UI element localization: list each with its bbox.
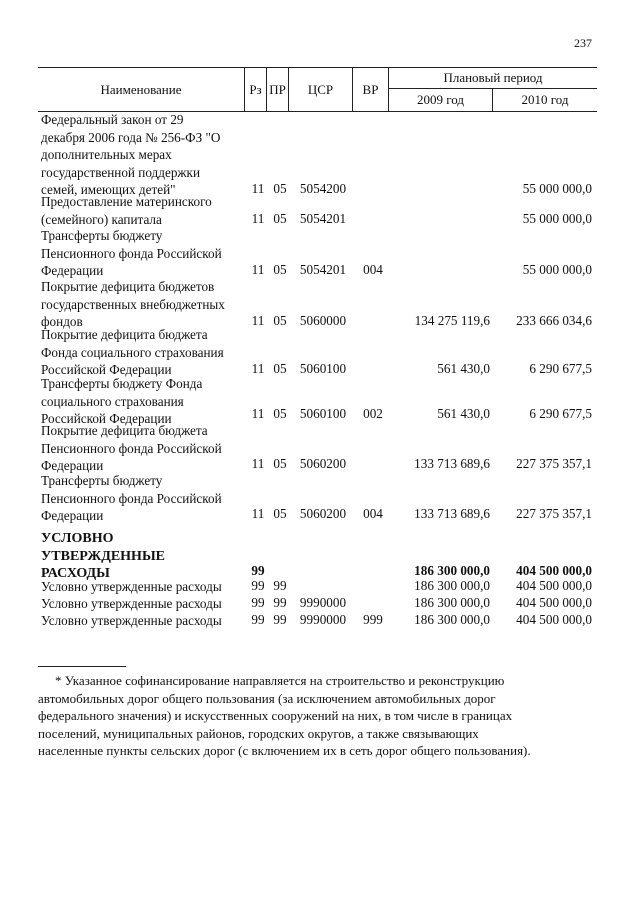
row-name <box>41 595 246 613</box>
row-pr: 99 <box>273 612 287 627</box>
row-pr: 05 <box>273 211 287 226</box>
row-pr: 05 <box>273 506 287 521</box>
footnote <box>38 672 598 760</box>
row-name-line: Российской Федерации <box>41 362 172 377</box>
header-csr: ЦСР <box>307 82 334 97</box>
header-period: Плановый период <box>443 70 543 85</box>
table-row <box>0 422 640 476</box>
row-rz: 99 <box>251 578 265 593</box>
row-2010: 55 000 000,0 <box>522 262 592 277</box>
row-csr: 5060200 <box>299 506 347 521</box>
row-name-line: Пенсионного фонда Российской <box>41 245 222 261</box>
row-2009: 133 713 689,6 <box>414 456 490 471</box>
page-number: 237 <box>574 36 592 50</box>
table-row <box>0 278 640 332</box>
header-year-2010: 2010 год <box>521 92 569 107</box>
row-name <box>41 278 246 331</box>
row-rz: 11 <box>251 313 265 328</box>
table-row <box>0 578 640 596</box>
table-row <box>0 193 640 229</box>
row-rz: 11 <box>251 361 265 376</box>
row-name-line: социального страхования <box>41 393 184 409</box>
row-csr: 9990000 <box>299 595 347 610</box>
row-vr: 999 <box>363 612 383 627</box>
row-name-line: УТВЕРЖДЕННЫЕ <box>41 548 166 564</box>
row-name-line: УСЛОВНО <box>41 531 114 546</box>
row-name <box>41 111 246 199</box>
row-csr: 5054201 <box>299 262 347 277</box>
row-rz: 99 <box>251 595 265 610</box>
row-2010: 55 000 000,0 <box>522 211 592 226</box>
table-row <box>0 595 640 613</box>
row-name <box>41 227 246 280</box>
row-2010: 404 500 000,0 <box>516 563 592 578</box>
row-2010: 227 375 357,1 <box>516 456 592 471</box>
row-name-line: Покрытие дефицита бюджета <box>41 327 208 342</box>
row-pr: 99 <box>273 595 287 610</box>
table-row <box>0 111 640 199</box>
table-row <box>0 472 640 526</box>
row-name <box>41 422 246 475</box>
footnote-line: федерального значения) и искусственных сооружений на них, в том числе в границах <box>38 708 513 723</box>
row-vr: 002 <box>363 406 383 421</box>
row-2009: 186 300 000,0 <box>414 563 490 578</box>
row-name-line: Фонда социального страхования <box>41 344 224 360</box>
row-name-line: Покрытие дефицита бюджета <box>41 423 208 438</box>
row-vr: 004 <box>363 506 383 521</box>
row-name <box>41 530 246 583</box>
table-row <box>0 326 640 380</box>
row-name <box>41 375 246 428</box>
row-rz: 11 <box>251 506 265 521</box>
row-name <box>41 472 246 525</box>
table-header <box>38 67 597 112</box>
row-rz: 11 <box>251 181 265 196</box>
row-2010: 6 290 677,5 <box>529 406 592 421</box>
row-name-line: дополнительных мерах <box>41 147 172 162</box>
row-name-line: Трансферты бюджету Фонда <box>41 376 203 391</box>
row-name-line: Предоставление материнского <box>41 194 212 209</box>
row-name-line: РАСХОДЫ <box>41 566 110 581</box>
row-2009: 133 713 689,6 <box>414 506 490 521</box>
table-row-section <box>0 530 640 584</box>
row-name <box>41 578 246 596</box>
row-csr: 5060200 <box>299 456 347 471</box>
row-2009: 186 300 000,0 <box>414 595 490 610</box>
table-row <box>0 375 640 429</box>
row-name-line: Пенсионного фонда Российской <box>41 440 222 456</box>
footnote-line: * Указанное софинансирование направляется на строительство и реконструкцию <box>55 673 505 688</box>
row-csr: 5060100 <box>299 406 347 421</box>
row-2010: 404 500 000,0 <box>516 595 592 610</box>
row-rz: 99 <box>251 612 265 627</box>
row-rz: 11 <box>251 262 265 277</box>
header-name: Наименование <box>100 82 182 97</box>
row-pr: 05 <box>273 313 287 328</box>
row-csr: 5054201 <box>299 211 347 226</box>
row-name-line: государственных внебюджетных <box>41 296 225 312</box>
footnote-line: поселений, муниципальных районов, городских округов, а также связывающих <box>38 725 479 741</box>
row-pr: 05 <box>273 456 287 471</box>
row-2009: 561 430,0 <box>437 406 490 421</box>
row-csr: 5060100 <box>299 361 347 376</box>
row-name-line: Федерации <box>41 458 104 473</box>
header-year-2009: 2009 год <box>417 92 464 107</box>
row-2009: 186 300 000,0 <box>414 612 490 627</box>
row-2010: 227 375 357,1 <box>516 506 592 521</box>
header-divider <box>388 88 597 89</box>
row-name <box>41 612 246 630</box>
row-pr: 05 <box>273 406 287 421</box>
row-2009: 186 300 000,0 <box>414 578 490 593</box>
row-rz: 99 <box>251 563 265 578</box>
row-name-line: Трансферты бюджету <box>41 473 163 488</box>
row-csr: 5060000 <box>299 313 347 328</box>
row-2010: 404 500 000,0 <box>516 578 592 593</box>
row-rz: 11 <box>251 456 265 471</box>
row-name-line: Условно утвержденные расходы <box>41 613 222 628</box>
header-pr: ПР <box>269 82 286 97</box>
row-2010: 404 500 000,0 <box>516 612 592 627</box>
header-rz: Рз <box>249 82 262 97</box>
row-name <box>41 326 246 379</box>
footnote-line: автомобильных дорог общего пользования (за исключением автомобильных дорог <box>38 690 496 706</box>
row-name-line: Трансферты бюджету <box>41 228 163 243</box>
row-2009: 561 430,0 <box>437 361 490 376</box>
footnote-line: населенные пункты сельских дорог (с включением их в сеть дорог общего пользования). <box>38 743 531 758</box>
row-pr: 05 <box>273 361 287 376</box>
table-row <box>0 612 640 630</box>
row-name-line: Федеральный закон от 29 <box>41 112 184 127</box>
row-name-line: (семейного) капитала <box>41 211 162 227</box>
row-2010: 233 666 034,6 <box>516 313 592 328</box>
footnote-separator <box>38 666 126 667</box>
row-name-line: декабря 2006 года № 256-ФЗ "О <box>41 129 221 145</box>
row-name-line: Условно утвержденные расходы <box>41 596 222 611</box>
row-rz: 11 <box>251 406 265 421</box>
row-pr: 05 <box>273 262 287 277</box>
row-name-line: Пенсионного фонда Российской <box>41 490 222 506</box>
row-name-line: семей, имеющих детей" <box>41 182 176 197</box>
row-name-line: Федерации <box>41 263 104 278</box>
row-2010: 6 290 677,5 <box>529 361 592 376</box>
row-csr: 5054200 <box>299 181 347 196</box>
row-name-line: государственной поддержки <box>41 164 200 180</box>
row-2010: 55 000 000,0 <box>522 181 592 196</box>
row-csr: 9990000 <box>299 612 347 627</box>
row-pr: 05 <box>273 181 287 196</box>
row-name-line: Российской Федерации <box>41 411 172 426</box>
row-name-line: фондов <box>41 314 83 329</box>
row-name-line: Покрытие дефицита бюджетов <box>41 279 215 294</box>
table-row <box>0 227 640 281</box>
row-name-line: Условно утвержденные расходы <box>41 579 222 594</box>
row-rz: 11 <box>251 211 265 226</box>
row-name <box>41 193 246 228</box>
row-2009: 134 275 119,6 <box>414 313 490 328</box>
header-vr: ВР <box>362 82 379 97</box>
row-vr: 004 <box>363 262 383 277</box>
row-name-line: Федерации <box>41 508 104 523</box>
row-pr: 99 <box>273 578 287 593</box>
